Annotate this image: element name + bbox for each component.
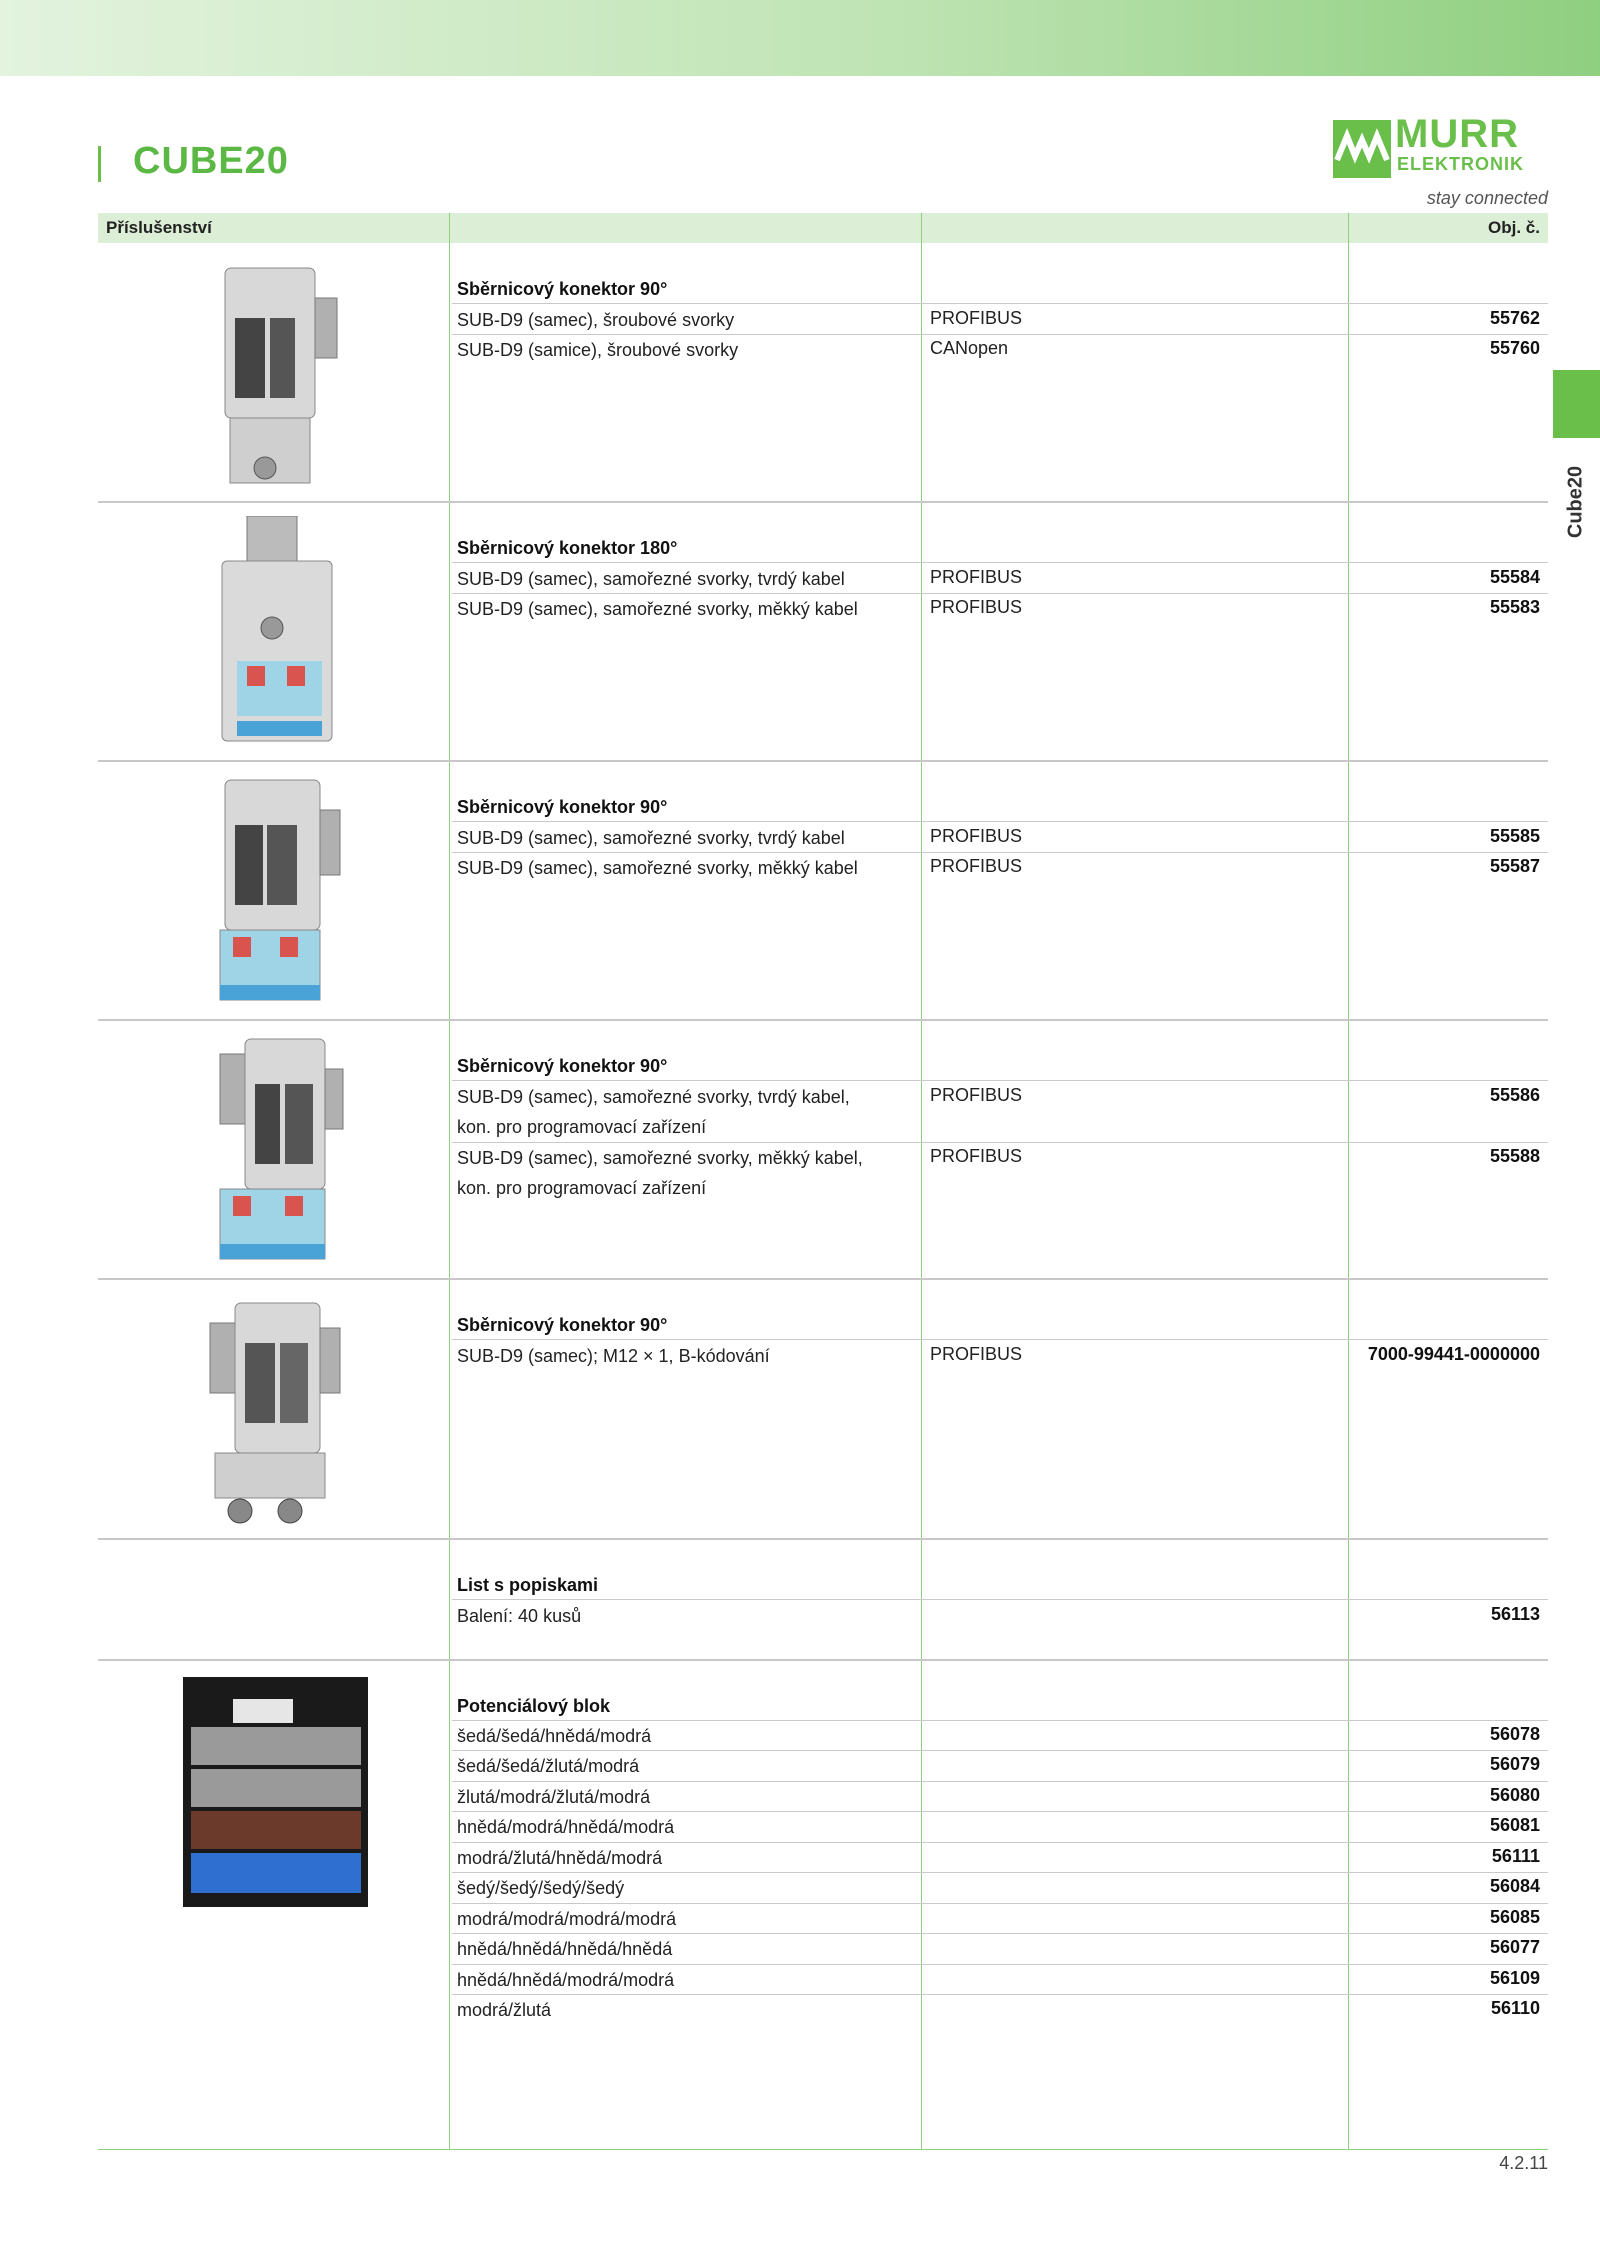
column-divider [921, 213, 922, 2150]
item-description: hnědá/hnědá/modrá/modrá [457, 1970, 675, 1990]
row-divider [452, 303, 1548, 304]
item-description: šedý/šedý/šedý/šedý [457, 1878, 625, 1898]
item-description: hnědá/modrá/hnědá/modrá [457, 1817, 675, 1837]
item-order-number: 55588 [1489, 1146, 1540, 1166]
item-order-number: 56079 [1489, 1754, 1540, 1774]
item-description: modrá/žlutá [457, 2000, 552, 2020]
column-divider [449, 213, 450, 2150]
item-order-number: 55586 [1489, 1085, 1540, 1105]
top-band [0, 0, 1600, 76]
item-order-number: 56085 [1489, 1907, 1540, 1927]
item-description: šedá/šedá/žlutá/modrá [457, 1756, 640, 1776]
item-bus-type: PROFIBUS [930, 826, 1023, 846]
item-bus-type: PROFIBUS [930, 1344, 1023, 1364]
section-title: Sběrnicový konektor 180° [457, 538, 678, 558]
title-accent-bar [98, 146, 101, 182]
bus-connector-90-idc-image [205, 775, 345, 1007]
item-description: hnědá/hnědá/hnědá/hnědá [457, 1939, 673, 1959]
header-order-no: Obj. č. [1488, 218, 1540, 237]
side-label-text: Cube20 [1564, 465, 1587, 539]
row-divider [452, 821, 1548, 822]
page-title: CUBE20 [133, 140, 289, 182]
item-description: modrá/modrá/modrá/modrá [457, 1909, 677, 1929]
section-title: Sběrnicový konektor 90° [457, 1056, 668, 1076]
item-order-number: 56084 [1489, 1876, 1540, 1896]
item-bus-type: PROFIBUS [930, 856, 1023, 876]
item-order-number: 56113 [1490, 1604, 1540, 1624]
item-bus-type: PROFIBUS [930, 1085, 1023, 1105]
item-bus-type: PROFIBUS [930, 1146, 1023, 1166]
item-description: SUB-D9 (samec), samořezné svorky, tvrdý kabel, kon. pro programovací zařízení [457, 1087, 850, 1137]
item-bus-type: PROFIBUS [930, 597, 1023, 617]
item-description: SUB-D9 (samec), samořezné svorky, tvrdý kabel [457, 828, 845, 848]
murr-logo-icon [1333, 120, 1391, 178]
page-number: 4.2.11 [1499, 2153, 1548, 2173]
item-order-number: 56111 [1491, 1846, 1540, 1866]
header-accessories: Příslušenství [106, 218, 212, 237]
item-bus-type: CANopen [930, 338, 1009, 358]
item-order-number: 55585 [1489, 826, 1540, 846]
section-separator [98, 760, 1548, 762]
section-title: Potenciálový blok [457, 1696, 611, 1716]
side-tab-marker [1553, 370, 1600, 438]
item-order-number: 55587 [1489, 856, 1540, 876]
item-description: SUB-D9 (samec), samořezné svorky, měkký kabel [457, 599, 858, 619]
bus-connector-90-pg-image [205, 1034, 345, 1266]
logo-slogan: stay connected [1426, 188, 1548, 208]
item-description: modrá/žlutá/hnědá/modrá [457, 1848, 663, 1868]
bus-connector-90-image [205, 258, 345, 490]
item-description: žlutá/modrá/žlutá/modrá [457, 1787, 651, 1807]
item-order-number: 56110 [1490, 1998, 1540, 2018]
item-bus-type: PROFIBUS [930, 567, 1023, 587]
item-description: šedá/šedá/hnědá/modrá [457, 1726, 652, 1746]
logo-word-elektronik: ELEKTRONIK [1397, 154, 1524, 174]
row-divider [452, 1599, 1548, 1600]
column-divider [1348, 213, 1349, 2150]
murr-logo [1333, 112, 1548, 218]
item-description: SUB-D9 (samec), samořezné svorky, měkký kabel, kon. pro programovací zařízení [457, 1148, 863, 1198]
section-separator [98, 1538, 1548, 1540]
side-label [1552, 462, 1600, 542]
section-separator [98, 1278, 1548, 1280]
row-divider [452, 1339, 1548, 1340]
item-order-number: 56081 [1489, 1815, 1540, 1835]
section-title: Sběrnicový konektor 90° [457, 279, 668, 299]
item-order-number: 55583 [1489, 597, 1540, 617]
item-description: SUB-D9 (samec); M12 × 1, B-kódování [457, 1346, 770, 1366]
item-order-number: 56109 [1489, 1968, 1540, 1988]
bottom-rule [98, 2149, 1548, 2150]
item-description: SUB-D9 (samec), samořezné svorky, měkký kabel [457, 858, 858, 878]
item-order-number: 55760 [1489, 338, 1540, 358]
table-header [98, 213, 1548, 243]
item-order-number: 55584 [1489, 567, 1540, 587]
item-order-number: 56080 [1489, 1785, 1540, 1805]
item-bus-type: PROFIBUS [930, 308, 1023, 328]
item-description: Balení: 40 kusů [457, 1606, 582, 1626]
item-order-number: 56077 [1489, 1937, 1540, 1957]
potential-block-image [183, 1677, 368, 1907]
section-title: Sběrnicový konektor 90° [457, 797, 668, 817]
logo-word-murr: MURR [1395, 112, 1519, 156]
item-order-number: 55762 [1489, 308, 1540, 328]
section-separator [98, 1659, 1548, 1661]
bus-connector-180-image [212, 516, 342, 748]
section-title: List s popiskami [457, 1575, 599, 1595]
section-title: Sběrnicový konektor 90° [457, 1315, 668, 1335]
item-description: SUB-D9 (samec), samořezné svorky, tvrdý kabel [457, 569, 845, 589]
section-separator [98, 1019, 1548, 1021]
item-description: SUB-D9 (samec), šroubové svorky [457, 310, 735, 330]
section-separator [98, 501, 1548, 503]
row-divider [452, 1080, 1548, 1081]
item-description: SUB-D9 (samice), šroubové svorky [457, 340, 739, 360]
item-order-number: 56078 [1489, 1724, 1540, 1744]
bus-connector-m12-image [205, 1293, 345, 1525]
item-order-number: 7000-99441-0000000 [1367, 1344, 1540, 1364]
row-divider [452, 562, 1548, 563]
